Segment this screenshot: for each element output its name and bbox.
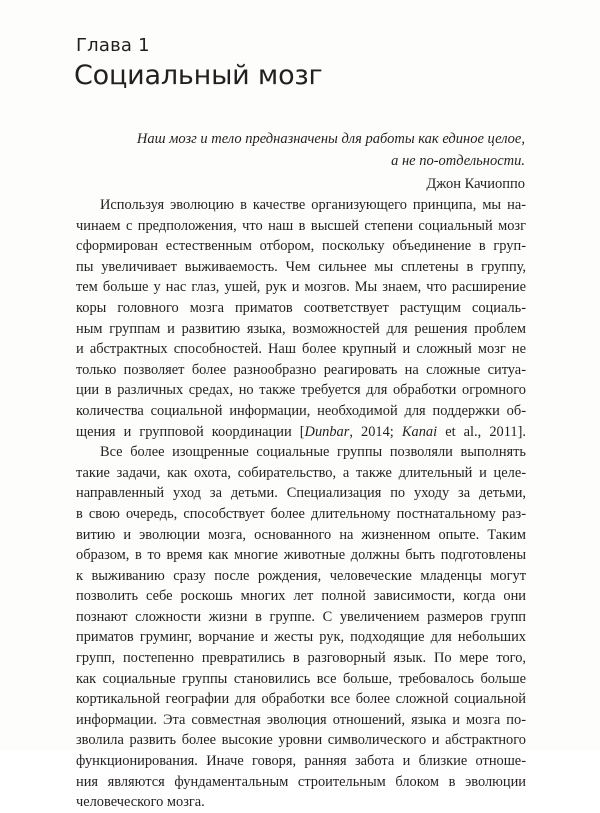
text-line: человеческого мозга. (76, 794, 205, 811)
text-line: групп, постепенно превратились в разговорный язык. По мере того, (76, 650, 526, 667)
text-line: зволила развить более высокие уровни символического и абстрактного (76, 732, 526, 749)
text-line: чинаем с предположения, что наш в высшей степени социальный мозг (76, 217, 526, 234)
citation-year: et al., 2011]. (437, 423, 526, 440)
text-line-citation (76, 422, 526, 443)
text-line: коры головного мозга приматов соответствует растущим социаль- (76, 299, 526, 316)
chapter-title: Социальный мозг (74, 60, 323, 91)
chapter-label: Глава 1 (76, 35, 150, 56)
text-line: Все более изощренные социальные группы позволяли выполнять (100, 444, 526, 461)
citation-year: , 2014; (349, 423, 402, 440)
epigraph (105, 128, 525, 195)
text-line: и абстрактных способностей. Наш более крупный и сложный мозг не (76, 341, 526, 358)
epigraph-author: Джон Качиоппо (426, 176, 525, 192)
citation-author: Dunbar (304, 423, 350, 440)
text-line: только позволяет более разнообразно реагировать на сложные ситуа- (76, 361, 526, 378)
text-line: приматов груминг, ворчание и жесты рук, подходящие для небольших (76, 629, 526, 646)
text-line: ным группам и развитию языка, возможностей для решения проблем (76, 320, 526, 337)
text-line: информации. Эта совместная эволюция отношений, языка и мозга по- (76, 711, 526, 728)
paragraph (76, 442, 526, 813)
text-line: в свою очередь, способствует более длительному постнатальному раз- (76, 505, 526, 522)
text-line: как социальные группы становились все больше, требовалось больше (76, 670, 526, 687)
text-line: Используя эволюцию в качестве организующего принципа, мы на- (100, 197, 526, 213)
text-line: кортикальной географии для обработки все более сложной социальной (76, 691, 526, 708)
text-line: такие задачи, как охота, собирательство, а также длительный и целе- (76, 464, 526, 481)
text-line: ния являются фундаментальным строительным блоком в эволюции (76, 773, 526, 790)
text-line: ции в различных средах, но также требуется для обработки огромного (76, 382, 526, 399)
epigraph-line: а не по-отдельности. (391, 153, 525, 169)
body-text (76, 195, 526, 813)
text-line: пы увеличивает выживаемость. Чем сильнее мы сплетены в группу, (76, 258, 526, 275)
text-line: образом, в то время как многие животные должны быть подготовлены (76, 547, 526, 564)
text-line: количества социальной информации, необходимой для поддержки об- (76, 402, 526, 419)
text-line: витию и эволюции мозга, основанного на жизненном опыте. Таким (76, 526, 526, 543)
epigraph-line: Наш мозг и тело предназначены для работы как единое целое, (136, 131, 525, 147)
text-line: тем больше у нас глаз, ушей, рук и мозгов. Мы знаем, что расширение (76, 279, 526, 296)
paragraph (76, 195, 526, 442)
text-line: направленный уход за детьми. Специализация по уходу за детьми, (76, 485, 526, 502)
text-line: познают сложности жизни в группе. С увеличением размеров групп (76, 608, 526, 625)
text-line: сформирован естественным отбором, поскольку объединение в груп- (76, 238, 526, 255)
text-line: позволить себе роскошь многих лет полной зависимости, когда они (76, 588, 526, 605)
text-line: к выживанию сразу после рождения, человеческие младенцы могут (76, 567, 526, 584)
citation-author: Kanai (401, 423, 438, 440)
text-segment: щения и групповой координации [ (76, 423, 305, 440)
text-line: функционирования. Иначе говоря, ранняя забота и близкие отноше- (76, 753, 526, 770)
epigraph-quote (105, 128, 525, 172)
